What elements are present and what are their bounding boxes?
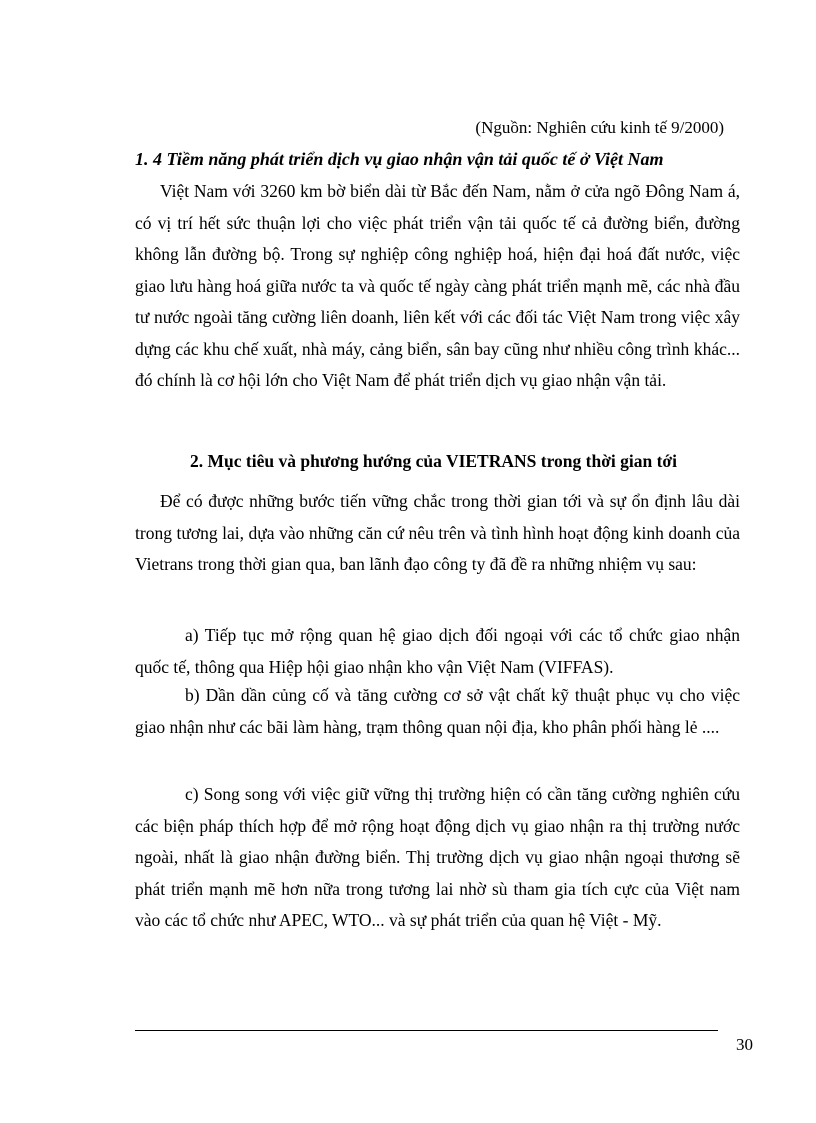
source-note: (Nguồn: Nghiên cứu kinh tế 9/2000) bbox=[475, 118, 724, 137]
paragraph-goals-intro: Để có được những bước tiến vững chắc trong thời gian tới và sự ổn định lâu dài trong tương lai, dựa vào những căn cứ nêu trên và tình hình hoạt động kinh doanh của Vietrans trong thời gian qua, ban lãnh đạo công ty đã đề ra những nhiệm vụ sau: bbox=[135, 491, 740, 574]
section-title: 1. 4 Tiềm năng phát triển dịch vụ giao nhận vận tải quốc tế ở Việt Nam bbox=[135, 149, 664, 169]
page-number: 30 bbox=[736, 1035, 753, 1054]
list-item-b: b) Dần dần củng cố và tăng cường cơ sở vật chất kỹ thuật phục vụ cho việc giao nhận như các bãi làm hàng, trạm thông quan nội địa, kho phân phối hàng lẻ .... bbox=[135, 685, 740, 737]
list-item-c: c) Song song với việc giữ vững thị trường hiện có cần tăng cường nghiên cứu các biện pháp thích hợp để mở rộng hoạt động dịch vụ giao nhận ra thị trường nước ngoài, nhất là giao nhận đường biển. Thị trường dịch vụ giao nhận ngoại thương sẽ phát triển mạnh mẽ hơn nữa trong tương lai nhờ sù tham gia tích cực của Việt nam vào các tổ chức như APEC, WTO... và sự phát triển của quan hệ Việt - Mỹ. bbox=[135, 784, 740, 930]
footer-rule bbox=[135, 1030, 718, 1031]
paragraph-potential: Việt Nam với 3260 km bờ biển dài từ Bắc đến Nam, nằm ở cửa ngõ Đông Nam á, có vị trí hết sức thuận lợi cho việc phát triển vận tải quốc tế cả đường biển, đường không lẫn đường bộ. Trong sự nghiệp công nghiệp hoá, hiện đại hoá đất nước, việc giao lưu hàng hoá giữa nước ta và quốc tế ngày càng phát triển mạnh mẽ, các nhà đầu tư nước ngoài tăng cường liên doanh, liên kết với các đối tác Việt Nam trong việc xây dựng các khu chế xuất, nhà máy, cảng biển, sân bay cũng như nhiều công trình khác... đó chính là cơ hội lớn cho Việt Nam để phát triển dịch vụ giao nhận vận tải. bbox=[135, 181, 740, 390]
list-item-a: a) Tiếp tục mở rộng quan hệ giao dịch đối ngoại với các tổ chức giao nhận quốc tế, thông qua Hiệp hội giao nhận kho vận Việt Nam (VIFFAS). bbox=[135, 625, 740, 677]
section-heading-goals: 2. Mục tiêu và phương hướng của VIETRANS trong thời gian tới bbox=[190, 451, 677, 471]
